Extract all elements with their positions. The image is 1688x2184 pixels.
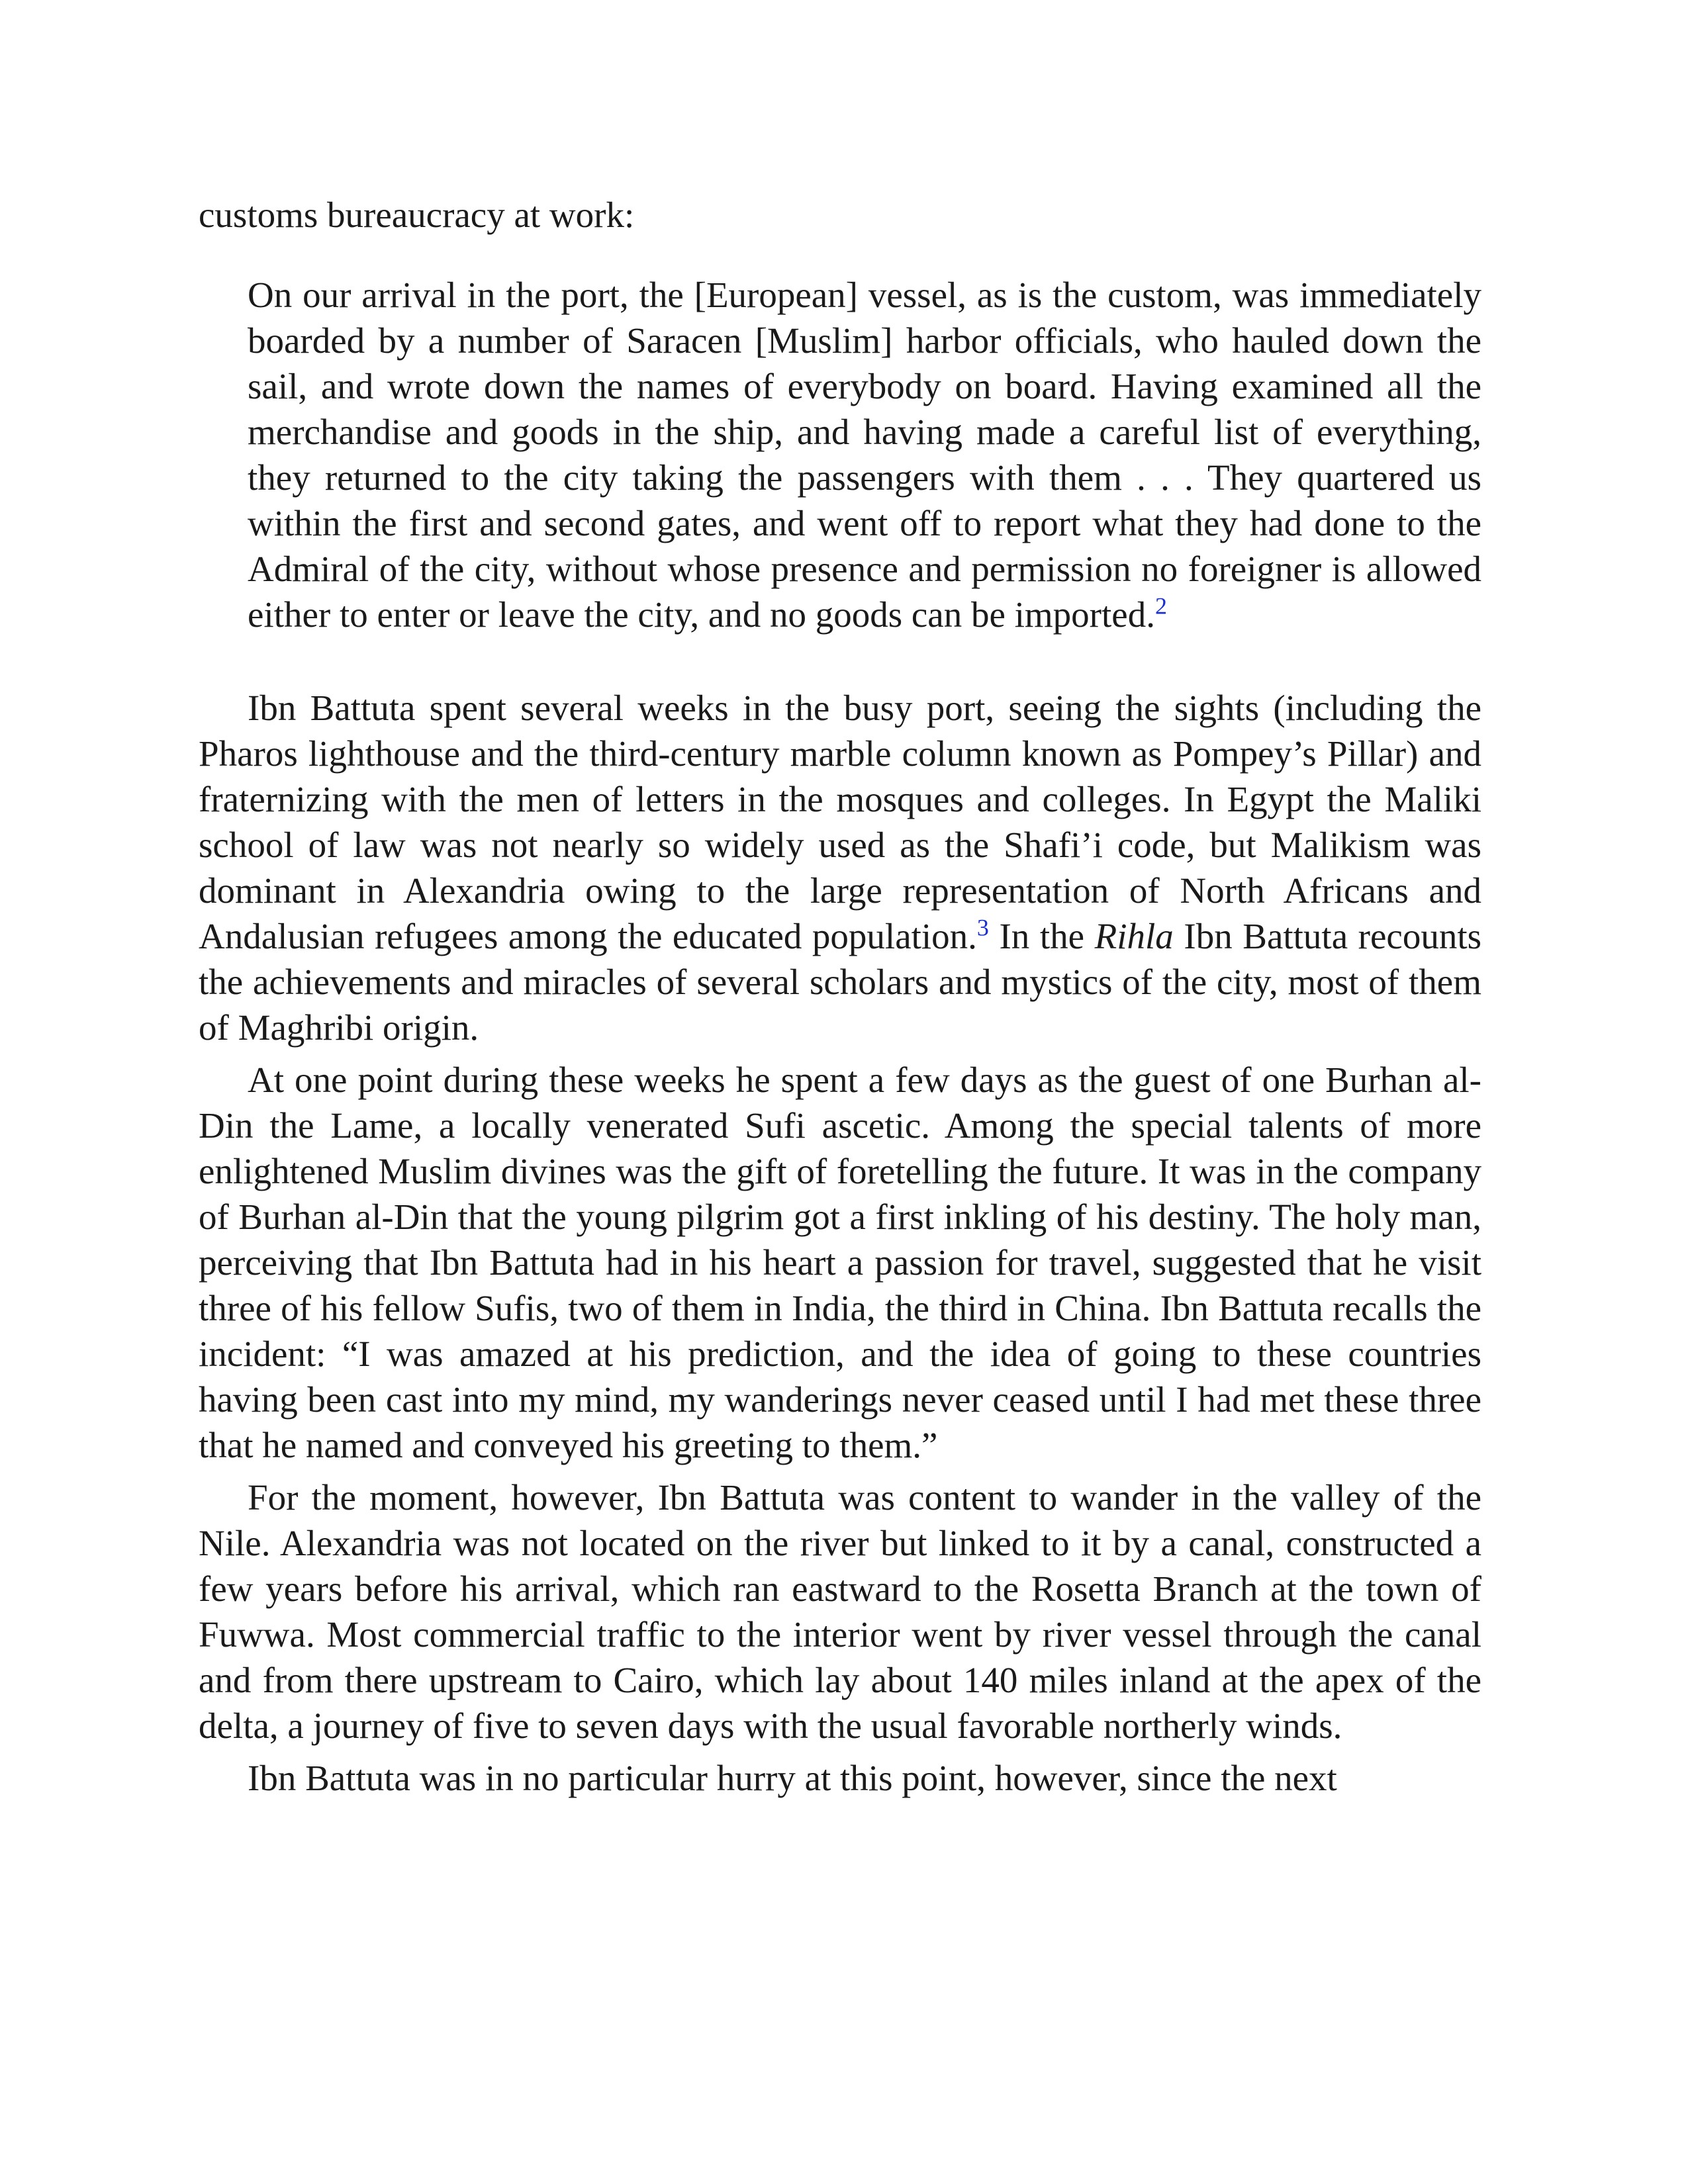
block-quote [248,272,1481,637]
paragraph-1-text-b: In the [988,916,1095,956]
paragraph-1-text-a: Ibn Battuta spent several weeks in the busy port, seeing the sights (including the Pharos lighthouse and the third-century marble column known as Pompey’s Pillar) and fraternizing with the men of letters in the mosques and colleges. In Egypt the Maliki school of law was not nearly so widely used as the Shafi’i code, but Malikism was dominant in Alexandria owing to the large representation of North Africans and Andalusian refugees among the educated population. [199,688,1481,956]
page-body [199,192,1481,1801]
footnote-link-3[interactable]: 3 [976,914,989,941]
paragraph-1-text-c: Ibn Battuta recounts the achievements and miracles of several scholars and mystics of the city, most of them of Maghribi origin. [199,916,1481,1048]
paragraph-3: For the moment, however, Ibn Battuta was content to wander in the valley of the Nile. Alexandria was not located on the river but linked to it by a canal, constructed a few years before his arrival, which ran eastward to the Rosetta Branch at the town of Fuwwa. Most commercial traffic to the interior went by river vessel through the canal and from there upstream to Cairo, which lay about 140 miles inland at the apex of the delta, a journey of five to seven days with the usual favorable northerly winds. [199,1477,1481,1746]
book-title-rihla: Rihla [1094,916,1174,956]
paragraph-2: At one point during these weeks he spent a few days as the guest of one Burhan al-Din the Lame, a locally venerated Sufi ascetic. Among the special talents of more enlightened Muslim divines was the gift of foretelling the future. It was in the company of Burhan al-Din that the young pilgrim got a first inkling of his destiny. The holy man, perceiving that Ibn Battuta had in his heart a passion for travel, suggested that he visit three of his fellow Sufis, two of them in India, the third in China. Ibn Battuta recalls the incident: “I was amazed at his prediction, and the idea of going to these countries having been cast into my mind, my wanderings never ceased until I had met these three that he named and conveyed his greeting to them.” [199,1060,1481,1465]
opening-fragment: customs bureaucracy at work: [199,195,635,235]
block-quote-text: On our arrival in the port, the [European] vessel, as is the custom, was immediately boarded by a number of Saracen [Muslim] harbor officials, who hauled down the sail, and wrote down the names of everybody on board. Having examined all the merchandise and goods in the ship, and having made a careful list of everything, they returned to the city taking the passengers with them . . . They quartered us within the first and second gates, and went off to report what they had done to the Admiral of the city, without whose presence and permission no foreigner is allowed either to enter or leave the city, and no goods can be imported. [248,275,1481,635]
footnote-link-2[interactable]: 2 [1154,592,1167,619]
paragraph-1 [199,685,1481,1050]
paragraph-4: Ibn Battuta was in no particular hurry at this point, however, since the next [248,1758,1337,1798]
